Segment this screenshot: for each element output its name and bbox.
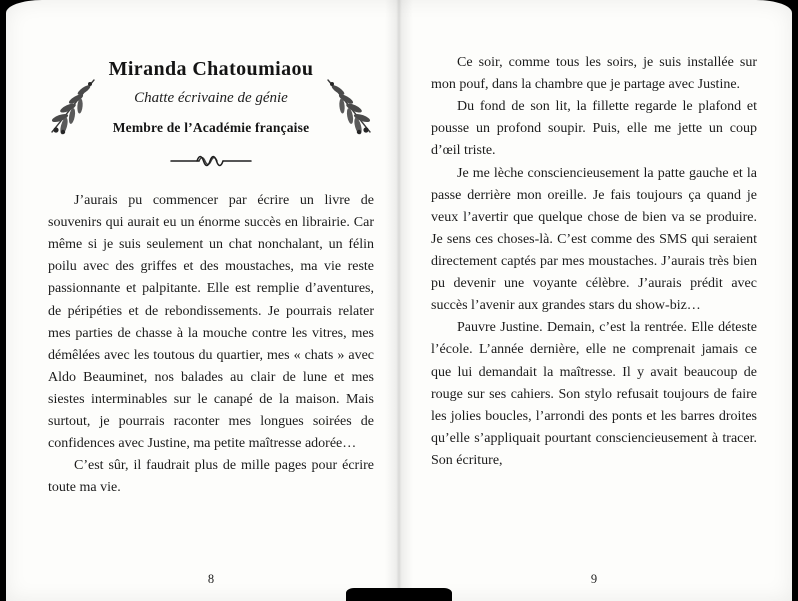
body-paragraph: C’est sûr, il faudrait plus de mille pages pour écrire toute ma vie.: [48, 458, 374, 496]
page-right: [399, 0, 792, 601]
page-number-right: 9: [590, 572, 598, 586]
title-stack: [98, 58, 324, 136]
body-paragraph: Pauvre Justine. Demain, c’est la rentrée. Elle déteste l’école. L’année dernière, elle ne comprenait jamais ce que lui demandait la maîtresse. Il y avait beaucoup de rouge sur ses cahiers. Son stylo refusait toujours de faire les jolies boucles, l’arrondi des ponts et les barres droites qu’elle s’appliquait pourtant consciencieusement à tracer. Son écriture,: [431, 320, 757, 468]
olive-branch-left-icon: [48, 74, 98, 138]
body-paragraph: J’aurais pu commencer par écrire un livre de souvenirs qui aurait eu un énorme succès en librairie. Car même si je suis seulement un chat nonchalant, un félin poilu avec des griffes et des moustaches, ma vie reste passionnante et palpitante. Elle est remplie d’aventures, de péripéties et de rebondissements. Je pourrais relater mes parties de chasse à la mouche contre les vitres, mes démêlées avec les toutous du quartier, mes « chats » avec Aldo Beauminet, nos balades au clair de lune et mes siestes interminables sur le canapé de la maison. Mais surtout, je pourrais raconter mes longues soirées de confidences avec Justine, ma petite maîtresse adorée…: [48, 193, 374, 452]
body-paragraph: Ce soir, comme tous les soirs, je suis installée sur mon pouf, dans la chambre que je partage avec Justine.: [431, 55, 757, 93]
page-subtitle: Chatte écrivaine de génie: [134, 90, 288, 106]
section-divider: [48, 153, 374, 174]
body-paragraph: Du fond de son lit, la fillette regarde le plafond et pousse un profond soupir. Puis, elle me jette un coup d’œil triste.: [431, 99, 757, 159]
affiliation-line: Membre de l’Académie française: [112, 120, 310, 135]
olive-branch-right-icon: [324, 74, 374, 138]
page-left: [6, 0, 399, 601]
page-title: Miranda Chatoumiaou: [108, 58, 314, 80]
right-page-body: [431, 52, 757, 472]
bottom-edge-notch: [346, 588, 452, 601]
title-block: [48, 58, 374, 138]
left-page-body: [48, 190, 374, 500]
book-spread: [6, 0, 792, 601]
body-paragraph: Je me lèche consciencieusement la patte gauche et la passe derrière mon oreille. Je fais toujours ça quand je veux l’avertir que quelque chose de bien va se produire. Je sens ces choses-là. C’est comme des SMS qui seraient directement captés par mes moustaches. J’aurais très bien pu devenir une voyante célèbre. J’aurais prédit avec succès l’avenir aux grandes stars du show-biz…: [431, 165, 757, 314]
page-right-content: [431, 52, 757, 472]
scribble-divider-icon: [169, 153, 253, 169]
page-left-content: [48, 58, 374, 500]
page-number-left: 8: [207, 572, 215, 586]
